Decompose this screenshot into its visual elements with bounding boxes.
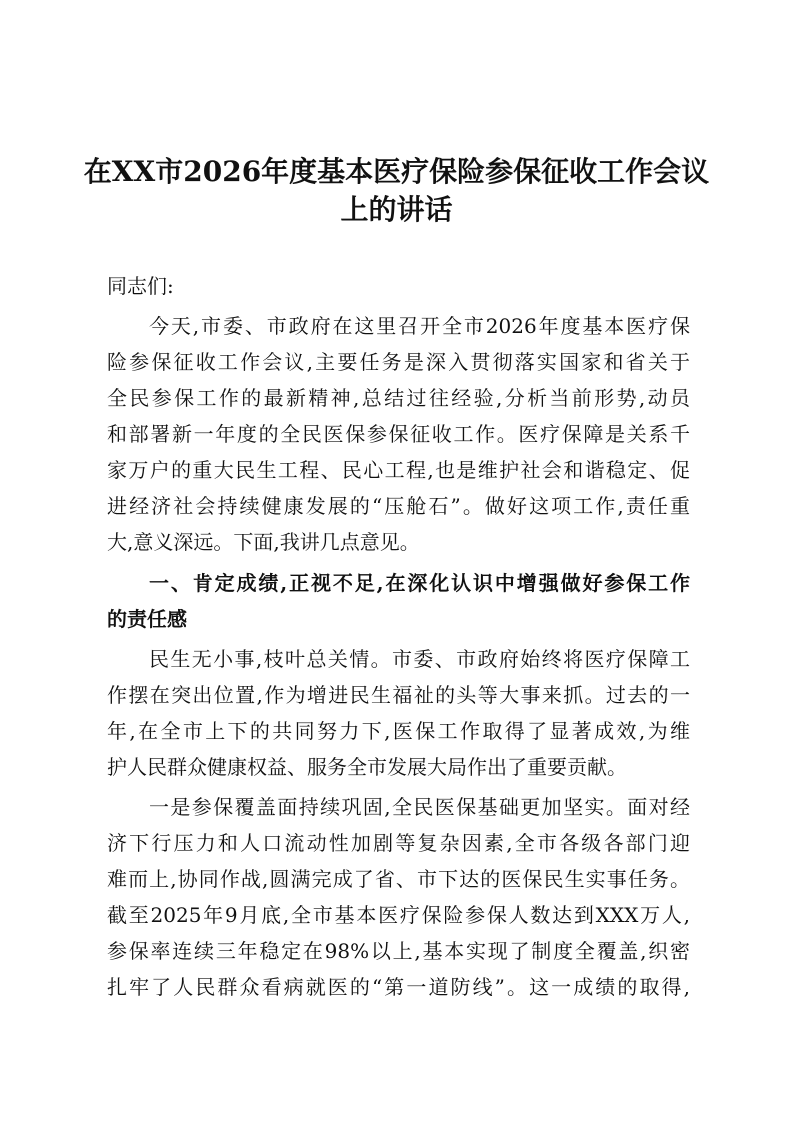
paragraph-3-line: 参保率连续三年稳定在98%以上,基本实现了制度全覆盖,织密 xyxy=(107,939,690,963)
paragraph-2-line: 护人民群众健康权益、服务全市发展大局作出了重要贡献。 xyxy=(107,755,627,779)
paragraph-3-line: 扎牢了人民群众看病就医的“第一道防线”。这一成绩的取得, xyxy=(107,975,690,999)
paragraph-1-line: 大,意义深远。下面,我讲几点意见。 xyxy=(107,530,420,554)
paragraph-3-line: 济下行压力和人口流动性加剧等复杂因素,全市各级各部门迎 xyxy=(107,831,690,855)
document-title-line-2: 上的讲话 xyxy=(340,193,453,226)
paragraph-1-line: 和部署新一年度的全民医保参保征收工作。医疗保障是关系千 xyxy=(107,422,690,446)
paragraph-1-line: 今天,市委、市政府在这里召开全市2026年度基本医疗保 xyxy=(149,314,690,338)
paragraph-3-line: 截至2025年9月底,全市基本医疗保险参保人数达到XXX万人, xyxy=(107,903,690,927)
paragraph-1-line: 进经济社会持续健康发展的“压舱石”。做好这项工作,责任重 xyxy=(107,494,690,518)
document-title-line-1: 在XX市2026年度基本医疗保险参保征收工作会议 xyxy=(83,155,710,188)
greeting: 同志们: xyxy=(107,274,174,298)
paragraph-3-line: 难而上,协同作战,圆满完成了省、市下达的医保民生实事任务。 xyxy=(107,867,690,891)
paragraph-1-line: 家万户的重大民生工程、民心工程,也是维护社会和谐稳定、促 xyxy=(107,458,690,482)
paragraph-2-line: 年,在全市上下的共同努力下,医保工作取得了显著成效,为维 xyxy=(107,719,690,743)
paragraph-2-line: 民生无小事,枝叶总关情。市委、市政府始终将医疗保障工 xyxy=(149,647,690,671)
paragraph-1-line: 全民参保工作的最新精神,总结过往经验,分析当前形势,动员 xyxy=(107,386,690,410)
paragraph-1-line: 险参保征收工作会议,主要任务是深入贯彻落实国家和省关于 xyxy=(107,350,690,374)
paragraph-2-line: 作摆在突出位置,作为增进民生福祉的头等大事来抓。过去的一 xyxy=(107,683,690,707)
section-heading-1: 的责任感 xyxy=(107,607,187,631)
paragraph-3-line: 一是参保覆盖面持续巩固,全民医保基础更加坚实。面对经 xyxy=(149,795,690,819)
section-heading-1: 一、肯定成绩,正视不足,在深化认识中增强做好参保工作 xyxy=(149,571,690,595)
